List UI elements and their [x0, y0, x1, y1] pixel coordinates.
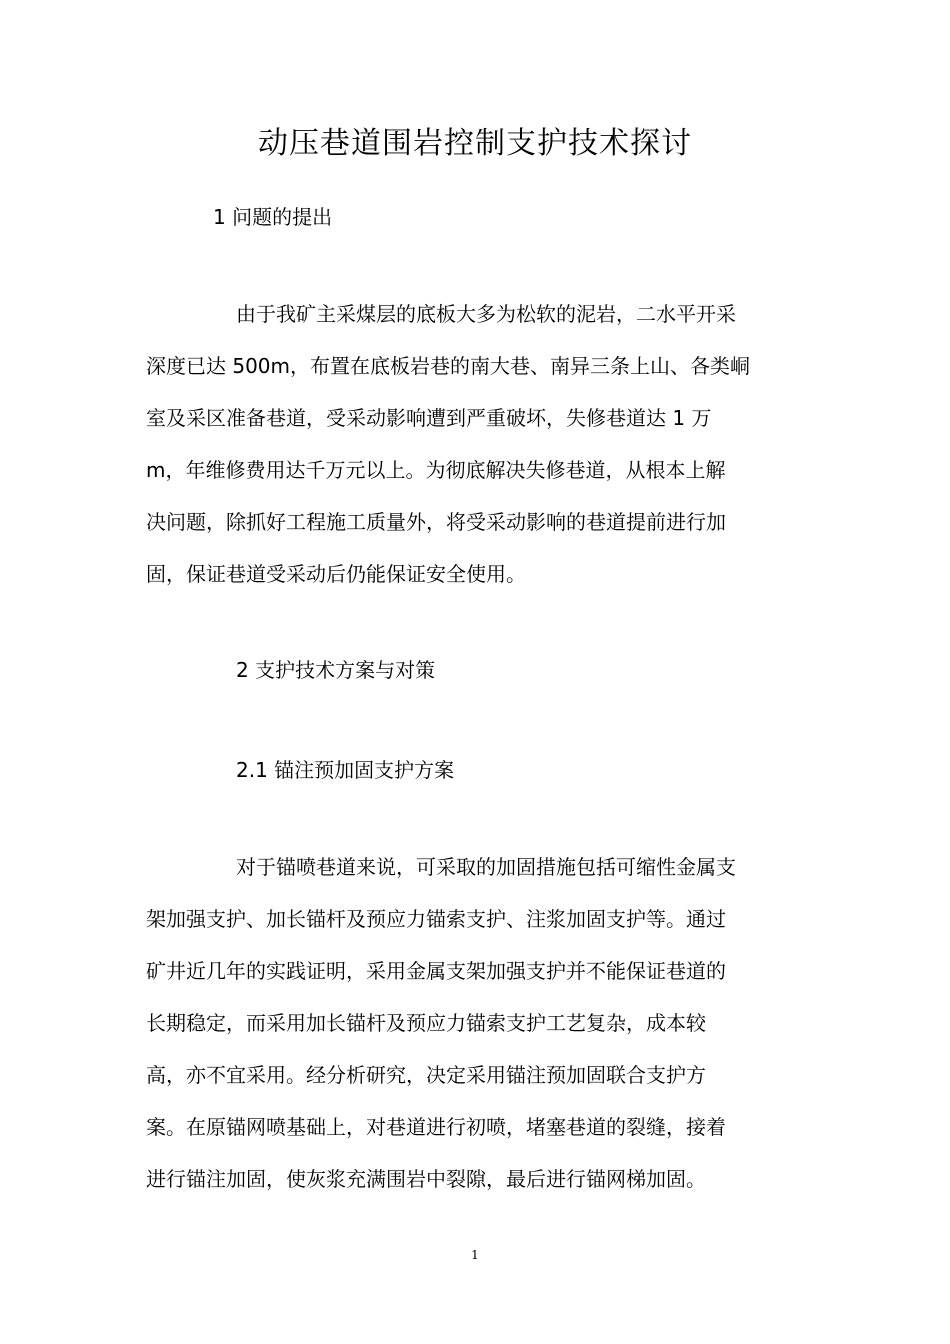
paragraph-line: 案。在原锚网喷基础上，对巷道进行初喷，堵塞巷道的裂缝，接着 — [146, 1115, 726, 1139]
paragraph-line: 对于锚喷巷道来说，可采取的加固措施包括可缩性金属支 — [236, 855, 736, 879]
section-1-heading: 1 问题的提出 — [213, 205, 333, 229]
paragraph-line: 长期稳定，而采用加长锚杆及预应力锚索支护工艺复杂，成本较 — [146, 1011, 706, 1035]
section-1-paragraph — [146, 288, 806, 600]
section-2-heading: 2 支护技术方案与对策 — [236, 658, 436, 682]
paragraph-line: 架加强支护、加长锚杆及预应力锚索支护、注浆加固支护等。通过 — [146, 907, 726, 931]
paragraph-line: m，年维修费用达千万元以上。为彻底解决失修巷道，从根本上解 — [146, 458, 726, 482]
paragraph-line: 高，亦不宜采用。经分析研究，决定采用锚注预加固联合支护方 — [146, 1063, 706, 1087]
section-2-1-heading: 2.1 锚注预加固支护方案 — [236, 758, 455, 782]
paragraph-line: 固，保证巷道受采动后仍能保证安全使用。 — [146, 562, 526, 586]
paragraph-line: 进行锚注加固，使灰浆充满围岩中裂隙，最后进行锚网梯加固。 — [146, 1167, 706, 1191]
page-number: 1 — [471, 1248, 479, 1262]
paragraph-line: 矿井近几年的实践证明，采用金属支架加强支护并不能保证巷道的 — [146, 959, 726, 983]
paragraph-line: 深度已达 500m，布置在底板岩巷的南大巷、南异三条上山、各类峒 — [146, 354, 751, 378]
paragraph-line: 决问题，除抓好工程施工质量外，将受采动影响的巷道提前进行加 — [146, 510, 726, 534]
paragraph-line: 由于我矿主采煤层的底板大多为松软的泥岩，二水平开采 — [236, 302, 736, 326]
document-title: 动压巷道围岩控制支护技术探讨 — [258, 126, 692, 161]
section-2-1-paragraph — [146, 841, 806, 1205]
paragraph-line: 室及采区准备巷道，受采动影响遭到严重破坏，失修巷道达 1 万 — [146, 406, 712, 430]
